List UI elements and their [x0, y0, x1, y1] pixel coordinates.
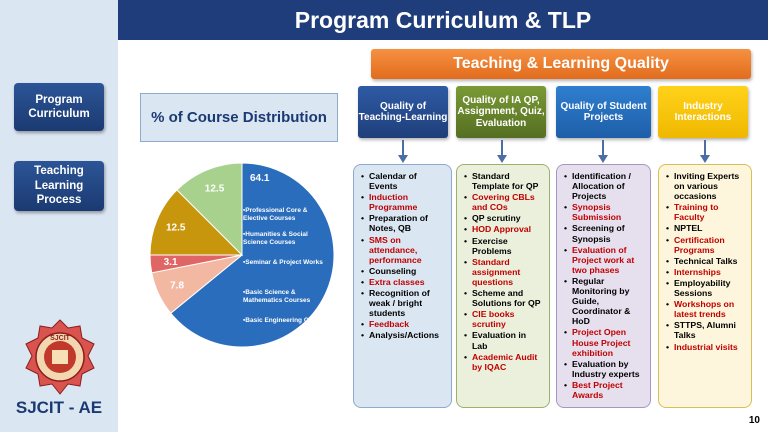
list-item: • Induction Programme — [369, 192, 445, 212]
pie-value-label: 64.1 — [250, 173, 270, 184]
list-item: • STTPS, Alumni Talks — [674, 320, 745, 340]
emblem-text: SJCIT — [50, 335, 70, 342]
list-item: • Analysis/Actions — [369, 330, 445, 340]
course-distribution-pie — [125, 160, 359, 350]
list-item: • Covering CBLs and COs — [472, 192, 543, 212]
list-item: • Standard assignment questions — [472, 257, 543, 287]
program-curriculum-label: Program Curriculum — [28, 93, 90, 120]
list-item: • Technical Talks — [674, 256, 745, 266]
list-item: • NPTEL — [674, 223, 745, 233]
legend-entry: ▪Basic Science & Mathematics Courses — [243, 289, 311, 304]
list-teaching-learning — [353, 164, 452, 408]
list-item: • Evaluation of Project work at two phases — [572, 245, 644, 275]
pie-value-label: 12.5 — [165, 222, 186, 234]
heading-student-projects: Quality of Student Projects — [556, 86, 651, 138]
list-item: • Industrial visits — [674, 342, 745, 352]
list-item: • Counseling — [369, 266, 445, 276]
legend-entry: ▪Basic Engineering Courses — [243, 317, 330, 324]
list-item: • Screening of Synopsis — [572, 223, 644, 243]
list-item: • Standard Template for QP — [472, 171, 543, 191]
tlq-banner: Teaching & Learning Quality — [371, 49, 751, 79]
list-item: • SMS on attendance, performance — [369, 235, 445, 265]
list-item: • Project Open House Project exhibition — [572, 327, 644, 357]
program-curriculum-button[interactable] — [14, 83, 104, 131]
list-industry-interactions — [658, 164, 752, 408]
list-item: • Inviting Experts on various occasions — [674, 171, 745, 201]
list-item: • Regular Monitoring by Guide, Coordinator & HoD — [572, 276, 644, 326]
page-number: 10 — [748, 415, 760, 426]
list-item: • CIE books scrutiny — [472, 309, 543, 329]
institution-name: SJCIT - AE — [15, 398, 103, 417]
legend-entry: ▪Professional Core & Elective Courses — [243, 207, 308, 222]
list-student-projects — [556, 164, 651, 408]
arrow-1-head-icon — [398, 155, 408, 163]
arrow-3-head-icon — [598, 155, 608, 163]
list-item: • Scheme and Solutions for QP — [472, 288, 543, 308]
list-item: • Workshops on latest trends — [674, 299, 745, 319]
pie-value-label: 3.1 — [163, 256, 178, 268]
heading-teaching-learning: Quality of Teaching-Learning — [358, 86, 448, 138]
arrow-4-head-icon — [700, 155, 710, 163]
teaching-learning-process-label: Teaching Learning Process — [34, 165, 84, 207]
arrow-2-head-icon — [497, 155, 507, 163]
list-item: • Academic Audit by IQAC — [472, 352, 543, 372]
heading-industry-interactions: Industry Interactions — [658, 86, 748, 138]
list-item: • Certification Programs — [674, 235, 745, 255]
list-item: • Preparation of Notes, QB — [369, 213, 445, 233]
list-item: • Feedback — [369, 319, 445, 329]
sidebar — [0, 0, 118, 432]
list-item: • Extra classes — [369, 277, 445, 287]
list-item: • Exercise Problems — [472, 236, 543, 256]
heading-ia-qp: Quality of IA QP, Assignment, Quiz, Evaluation — [456, 86, 546, 138]
list-ia-qp — [456, 164, 550, 408]
list-item: • HOD Approval — [472, 224, 543, 234]
list-item: • QP scrutiny — [472, 213, 543, 223]
list-item: • Employability Sessions — [674, 278, 745, 298]
list-item: • Internships — [674, 267, 745, 277]
list-item: • Recognition of weak / bright students — [369, 288, 445, 318]
list-item: • Best Project Awards — [572, 380, 644, 400]
pie-value-label: 12.5 — [204, 183, 225, 195]
distribution-title: % of Course Distribution — [140, 93, 338, 142]
teaching-learning-process-button[interactable] — [14, 161, 104, 211]
list-item: • Calendar of Events — [369, 171, 445, 191]
college-emblem-icon — [22, 318, 98, 396]
list-item: • Evaluation in Lab — [472, 330, 543, 350]
pie-value-label: 7.8 — [170, 280, 185, 292]
list-item: • Training to Faculty — [674, 202, 745, 222]
page-title: Program Curriculum & TLP — [118, 0, 768, 40]
list-item: • Evaluation by Industry experts — [572, 359, 644, 379]
legend-entry: ▪Humanities & Social Science Courses — [243, 231, 308, 246]
legend-entry: ▪Seminar & Project Works — [243, 259, 323, 266]
list-item: • Identification / Allocation of Projects — [572, 171, 644, 201]
list-item: • Synopsis Submission — [572, 202, 644, 222]
